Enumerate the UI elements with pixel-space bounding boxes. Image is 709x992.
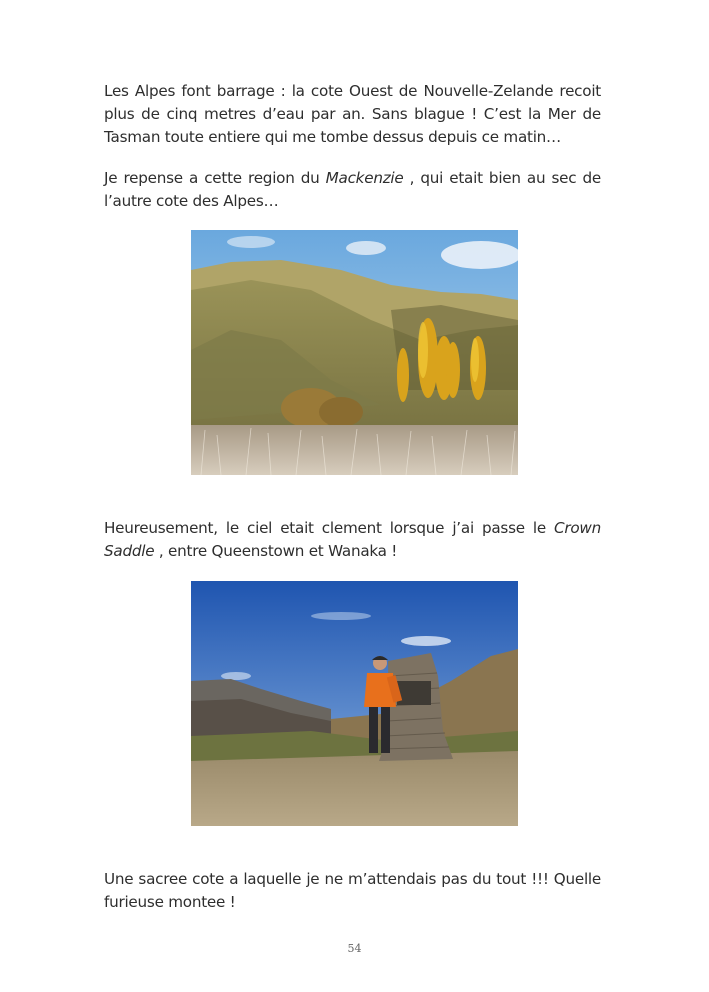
- photo-hills-poplars: [191, 230, 518, 475]
- page-number: 54: [347, 942, 362, 955]
- paragraph-mackenzie: [104, 167, 601, 213]
- photo-hiker-cairn: [191, 581, 518, 826]
- text-segment: , entre Queenstown et Wanaka !: [154, 542, 398, 560]
- text-segment: Je repense a cette region du: [104, 169, 326, 187]
- paragraph-alps-barrier: Les Alpes font barrage : la cote Ouest de Nouvelle-Zelande recoit plus de cinq metres d’eau par an. Sans blague ! C’est la Mer de Tasman toute entiere qui me tombe dessus depuis ce matin…: [104, 82, 601, 146]
- text-segment: Heureusement, le ciel etait clement lorsque j’ai passe le: [104, 519, 555, 537]
- text-segment: , qui etait bien au sec de l’autre cote des Alpes…: [104, 169, 601, 210]
- paragraph-steep-climb: Une sacree cote a laquelle je ne m’attendais pas du tout !!! Quelle furieuse montee !: [104, 870, 601, 911]
- paragraph-crown-saddle: [104, 517, 601, 563]
- place-name-mackenzie: Mackenzie: [325, 169, 404, 187]
- place-name-crown-saddle: Crown Saddle: [104, 519, 601, 560]
